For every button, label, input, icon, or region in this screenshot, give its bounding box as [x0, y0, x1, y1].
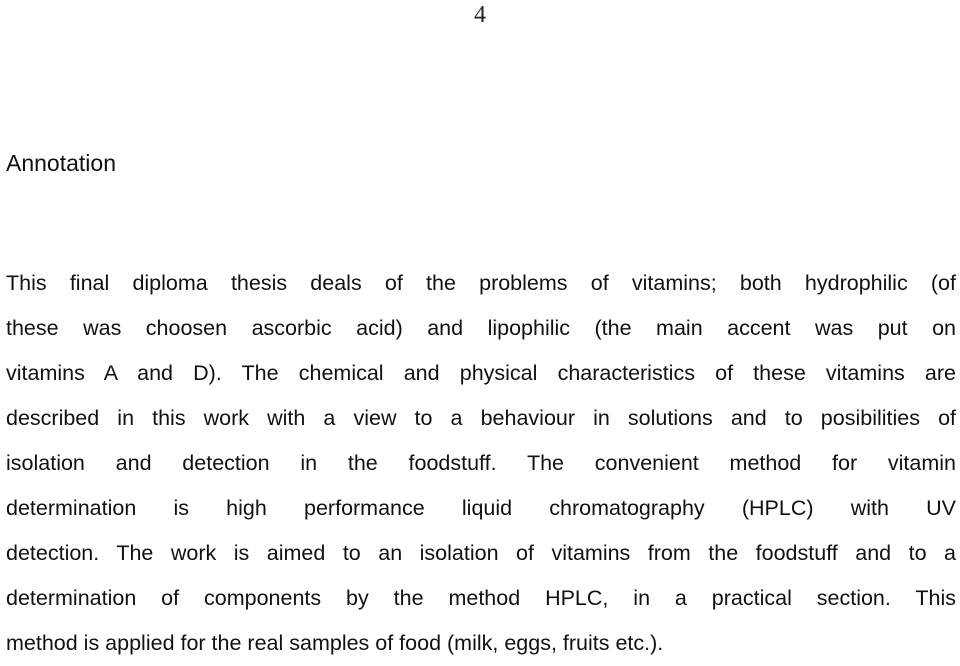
paragraph-line: isolation and detection in the foodstuff. The convenient method for vitamin — [6, 451, 956, 475]
paragraph-line: detection. The work is aimed to an isolation of vitamins from the foodstuff and to a — [6, 541, 956, 565]
annotation-paragraph — [6, 261, 956, 666]
paragraph-line: these was choosen ascorbic acid) and lipophilic (the main accent was put on — [6, 316, 956, 340]
page-number: 4 — [474, 2, 486, 28]
paragraph-line: determination of components by the method HPLC, in a practical section. This — [6, 586, 956, 610]
paragraph-line: vitamins A and D). The chemical and physical characteristics of these vitamins are — [6, 361, 956, 385]
paragraph-line: method is applied for the real samples of food (milk, eggs, fruits etc.). — [6, 631, 664, 655]
paragraph-line: described in this work with a view to a behaviour in solutions and to posibilities of — [6, 406, 956, 430]
paragraph-line: This final diploma thesis deals of the problems of vitamins; both hydrophilic (of — [6, 271, 956, 295]
section-heading: Annotation — [6, 150, 116, 176]
paragraph-line: determination is high performance liquid chromatography (HPLC) with UV — [6, 496, 956, 520]
